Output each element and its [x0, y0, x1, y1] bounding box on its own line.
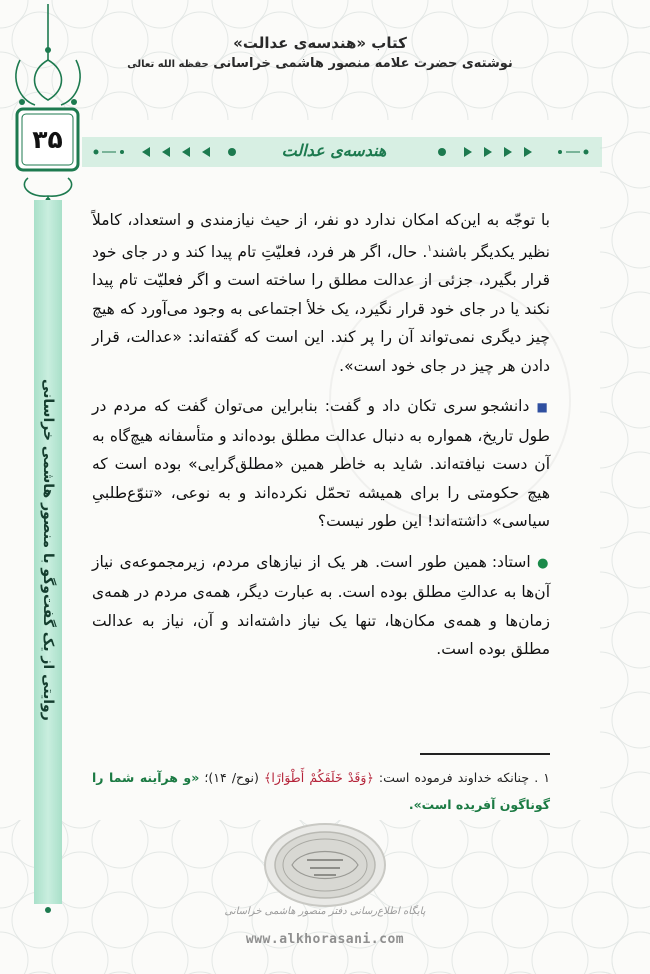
book-header	[110, 32, 530, 75]
footnote-verse: ﴿وَقَدْ خَلَقَكُمْ أَطْوَارًا﴾	[264, 770, 374, 785]
paragraph-3-text: استاد: همین طور است. هر یک از نیازهای مردم، زیرمجموعه‌ی نیاز آن‌ها به عدالتِ مطلق بوده است. به عبارت دیگر، همه‌ی مردم در همه‌ی زمان‌ها و همه‌ی مکان‌ها، تنها یک نیاز داشته‌اند و آن، نیاز به عدالت مطلق بوده است.	[92, 552, 550, 659]
square-bullet-icon: ■	[536, 400, 550, 415]
paragraph-1-rest: . حال، اگر هر فرد، فعلیّتِ تام پیدا کند و در جای خود قرار بگیرد، جزئی از عدالت مطلق را ساخته است و اگر فعلیّت تام پیدا نکند یا در جای خود قرار نگیرد، یک خلأ اجتماعی به وجود می‌آورد که هیچ چیز دیگری نمی‌تواند آن را پر کند. این است که گفته‌اند: «عدالت، قرار دادن هر چیز در جای خود است».	[92, 242, 550, 375]
side-title: روایتی از یک گفت‌وگو با منصور هاشمی خراسانی	[40, 379, 56, 721]
chapter-title: هندسه‌ی عدالت	[281, 141, 387, 160]
author-name: نوشته‌ی حضرت علامه منصور هاشمی خراسانی	[213, 56, 513, 71]
footnote-divider	[420, 753, 550, 755]
footnote-intro: چنانکه خداوند فرموده است:	[378, 770, 530, 785]
page-number: ۳۵	[32, 125, 63, 154]
website-label: پایگاه اطلاع‌رسانی دفتر منصور هاشمی خراسانی	[224, 906, 426, 917]
seal-logo	[262, 822, 388, 908]
circle-bullet-icon: ●	[537, 555, 550, 571]
footnote	[92, 764, 550, 818]
website-url[interactable]: www.alkhorasani.com	[245, 932, 405, 947]
book-author	[110, 54, 530, 75]
paragraph-3	[92, 548, 550, 664]
footnote-ref: ۱	[427, 243, 433, 254]
paragraph-2	[92, 392, 550, 536]
body-text	[92, 206, 550, 676]
footnote-translation: «و هرآینه شما را گوناگون آفریده است».	[92, 770, 550, 812]
author-honor: حفظه الله تعالی	[127, 59, 209, 70]
footnote-citation: (نوح/ ۱۴)؛	[204, 770, 259, 785]
paragraph-1-text: با توجّه به این‌که امکان ندارد دو نفر، از حیث نیازمندی و استعداد، کاملاً نظیر یکدیگر باشند	[92, 211, 550, 261]
paragraph-2-text: دانشجو سری تکان داد و گفت: بنابراین می‌توان گفت که مردم در طول تاریخ، همواره به دنبال عدالت مطلق بوده‌اند و متأسفانه هیچ‌گاه به آن دست نیافته‌اند. شاید به خاطر همین «مطلق‌گرایی» بوده است که هیچ حکومتی را برای همیشه تحمّل نکرده‌اند و به نوعی، «تنوّع‌طلبیِ سیاسی» داشته‌اند! این طور نیست؟	[92, 397, 550, 531]
book-title: کتاب «هندسه‌ی عدالت»	[233, 34, 407, 52]
footnote-number: ۱ .	[534, 770, 550, 785]
paragraph-1	[92, 206, 550, 380]
